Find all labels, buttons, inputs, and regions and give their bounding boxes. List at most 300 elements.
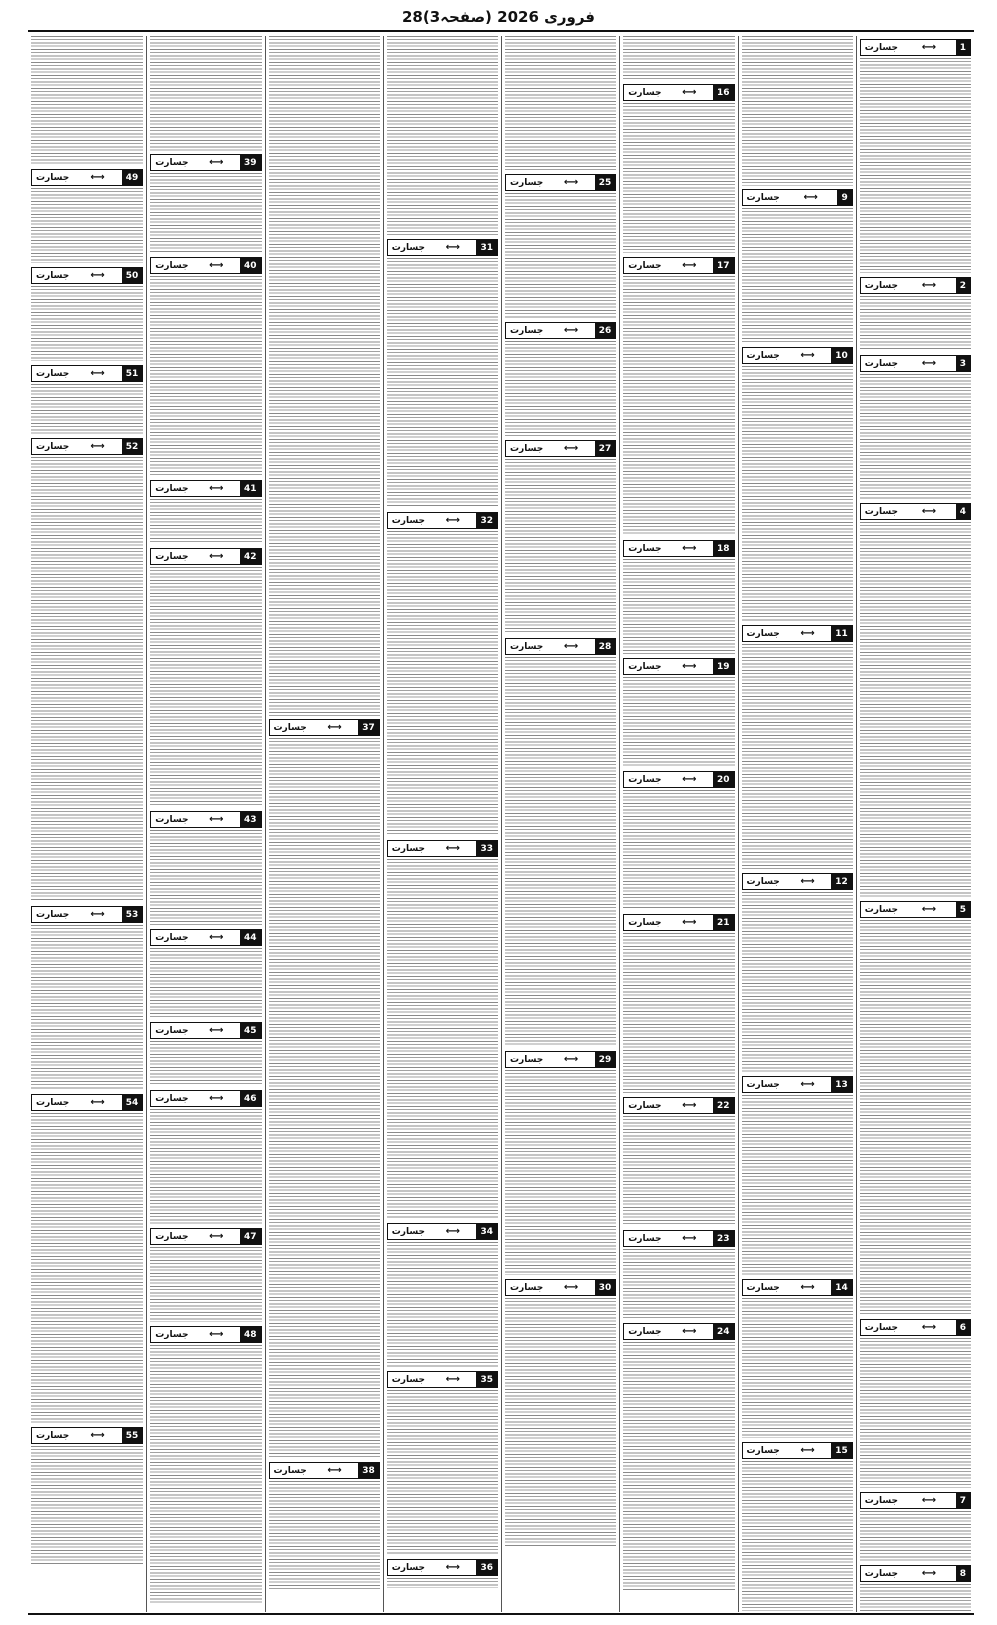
item-body bbox=[505, 459, 616, 634]
item-body bbox=[860, 296, 971, 351]
item-number: 7 bbox=[956, 1493, 970, 1508]
column-6 bbox=[265, 36, 383, 1612]
item-heading-bar bbox=[860, 503, 971, 520]
item-heading-bar bbox=[150, 1022, 261, 1039]
double-arrow-icon: ⟷ bbox=[921, 1495, 937, 1506]
news-item bbox=[860, 503, 971, 897]
item-number: 42 bbox=[240, 549, 261, 564]
item-number: 16 bbox=[713, 85, 734, 100]
item-number: 29 bbox=[595, 1052, 616, 1067]
news-item bbox=[742, 873, 853, 1072]
item-heading-bar bbox=[31, 1094, 143, 1111]
double-arrow-icon: ⟷ bbox=[90, 172, 105, 183]
news-item bbox=[150, 548, 261, 807]
item-label: جسارت bbox=[746, 350, 780, 361]
item-heading-bar bbox=[31, 267, 143, 284]
item-label: جسارت bbox=[155, 932, 189, 943]
item-label: جسارت bbox=[746, 1079, 780, 1090]
item-heading-bar bbox=[150, 548, 261, 565]
item-label: جسارت bbox=[391, 1374, 425, 1385]
item-number: 44 bbox=[240, 930, 261, 945]
item-heading-bar bbox=[742, 347, 853, 364]
item-number: 49 bbox=[122, 170, 143, 185]
double-arrow-icon: ⟷ bbox=[445, 843, 460, 854]
item-number: 25 bbox=[595, 175, 616, 190]
item-heading-bar bbox=[505, 440, 616, 457]
item-number: 10 bbox=[831, 348, 852, 363]
item-number: 31 bbox=[476, 240, 497, 255]
item-number: 54 bbox=[122, 1095, 143, 1110]
item-body bbox=[623, 677, 734, 767]
item-heading-bar bbox=[505, 1279, 616, 1296]
news-item bbox=[505, 322, 616, 436]
item-body bbox=[623, 1342, 734, 1592]
double-arrow-icon: ⟷ bbox=[209, 814, 224, 825]
item-label: جسارت bbox=[746, 1445, 780, 1456]
item-label: جسارت bbox=[628, 661, 662, 672]
news-item bbox=[860, 1319, 971, 1488]
news-item bbox=[150, 257, 261, 476]
item-heading-bar bbox=[860, 901, 971, 918]
item-body bbox=[387, 859, 498, 1219]
item-label: جسارت bbox=[36, 172, 70, 183]
double-arrow-icon: ⟷ bbox=[682, 543, 697, 554]
double-arrow-icon: ⟷ bbox=[90, 909, 105, 920]
item-body bbox=[860, 920, 971, 1315]
item-number: 55 bbox=[122, 1428, 143, 1443]
item-body bbox=[387, 531, 498, 836]
double-arrow-icon: ⟷ bbox=[563, 325, 579, 336]
news-item bbox=[150, 1228, 261, 1322]
item-number: 22 bbox=[713, 1098, 734, 1113]
item-heading-bar bbox=[623, 914, 734, 931]
item-label: جسارت bbox=[628, 917, 662, 928]
item-label: جسارت bbox=[628, 1233, 662, 1244]
item-heading-bar bbox=[387, 1371, 498, 1388]
item-body bbox=[387, 1242, 498, 1367]
news-item bbox=[742, 1442, 853, 1611]
news-item bbox=[623, 1097, 734, 1226]
item-label: جسارت bbox=[510, 1054, 544, 1065]
item-body bbox=[742, 366, 853, 621]
news-item bbox=[387, 512, 498, 836]
news-item bbox=[387, 1371, 498, 1555]
item-number: 20 bbox=[713, 772, 734, 787]
item-label: جسارت bbox=[628, 260, 662, 271]
columns bbox=[28, 36, 974, 1612]
news-item bbox=[860, 355, 971, 499]
item-number: 4 bbox=[956, 504, 970, 519]
item-body bbox=[860, 58, 971, 273]
double-arrow-icon: ⟷ bbox=[209, 1025, 224, 1036]
item-body bbox=[623, 103, 734, 253]
news-item bbox=[623, 1323, 734, 1592]
item-label: جسارت bbox=[155, 1231, 189, 1242]
news-item bbox=[860, 277, 971, 351]
item-number: 9 bbox=[837, 190, 851, 205]
news-item bbox=[387, 239, 498, 508]
item-heading-bar bbox=[387, 1223, 498, 1240]
item-label: جسارت bbox=[510, 443, 544, 454]
continued-text bbox=[387, 36, 498, 236]
double-arrow-icon: ⟷ bbox=[800, 628, 815, 639]
news-item bbox=[31, 438, 143, 902]
double-arrow-icon: ⟷ bbox=[682, 1233, 697, 1244]
item-label: جسارت bbox=[864, 506, 898, 517]
item-heading-bar bbox=[150, 811, 261, 828]
item-heading-bar bbox=[387, 239, 498, 256]
news-item bbox=[505, 1279, 616, 1548]
item-body bbox=[505, 193, 616, 318]
news-item bbox=[860, 901, 971, 1315]
item-label: جسارت bbox=[36, 909, 70, 920]
item-label: جسارت bbox=[746, 628, 780, 639]
item-body bbox=[150, 499, 261, 544]
item-heading-bar bbox=[150, 257, 261, 274]
item-body bbox=[505, 1070, 616, 1275]
double-arrow-icon: ⟷ bbox=[682, 917, 697, 928]
double-arrow-icon: ⟷ bbox=[800, 1079, 815, 1090]
item-body bbox=[150, 276, 261, 476]
item-heading-bar bbox=[150, 1228, 261, 1245]
item-label: جسارت bbox=[273, 1465, 307, 1476]
item-heading-bar bbox=[623, 771, 734, 788]
double-arrow-icon: ⟷ bbox=[921, 904, 937, 915]
news-item bbox=[623, 84, 734, 253]
item-body bbox=[623, 276, 734, 536]
double-arrow-icon: ⟷ bbox=[90, 368, 105, 379]
item-heading-bar bbox=[31, 438, 143, 455]
item-label: جسارت bbox=[864, 358, 898, 369]
item-label: جسارت bbox=[864, 42, 898, 53]
item-heading-bar bbox=[860, 1492, 971, 1509]
double-arrow-icon: ⟷ bbox=[209, 1093, 224, 1104]
item-number: 33 bbox=[476, 841, 497, 856]
double-arrow-icon: ⟷ bbox=[209, 260, 224, 271]
item-number: 21 bbox=[713, 915, 734, 930]
item-heading-bar bbox=[387, 512, 498, 529]
item-number: 34 bbox=[476, 1224, 497, 1239]
item-body bbox=[505, 1298, 616, 1548]
item-number: 35 bbox=[476, 1372, 497, 1387]
item-body bbox=[150, 1041, 261, 1086]
item-label: جسارت bbox=[864, 1495, 898, 1506]
item-heading-bar bbox=[742, 1076, 853, 1093]
item-heading-bar bbox=[623, 257, 734, 274]
double-arrow-icon: ⟷ bbox=[445, 242, 460, 253]
news-item bbox=[150, 1326, 261, 1605]
item-body bbox=[742, 892, 853, 1072]
continued-text bbox=[505, 36, 616, 171]
continued-text bbox=[150, 36, 261, 151]
item-body bbox=[150, 1247, 261, 1322]
news-item bbox=[269, 1462, 380, 1591]
item-label: جسارت bbox=[391, 843, 425, 854]
double-arrow-icon: ⟷ bbox=[921, 280, 937, 291]
double-arrow-icon: ⟷ bbox=[921, 506, 937, 517]
item-heading-bar bbox=[150, 1090, 261, 1107]
header-rule bbox=[28, 30, 974, 32]
item-body bbox=[505, 657, 616, 1047]
double-arrow-icon: ⟷ bbox=[563, 1282, 579, 1293]
double-arrow-icon: ⟷ bbox=[682, 1100, 697, 1111]
double-arrow-icon: ⟷ bbox=[800, 1282, 815, 1293]
item-number: 30 bbox=[595, 1280, 616, 1295]
item-body bbox=[505, 341, 616, 436]
item-label: جسارت bbox=[391, 242, 425, 253]
double-arrow-icon: ⟷ bbox=[327, 1465, 342, 1476]
item-body bbox=[387, 1390, 498, 1555]
item-heading-bar bbox=[742, 1442, 853, 1459]
double-arrow-icon: ⟷ bbox=[563, 641, 579, 652]
item-number: 8 bbox=[956, 1566, 970, 1581]
news-item bbox=[387, 840, 498, 1219]
item-heading-bar bbox=[31, 906, 143, 923]
double-arrow-icon: ⟷ bbox=[921, 42, 937, 53]
item-number: 17 bbox=[713, 258, 734, 273]
item-heading-bar bbox=[742, 873, 853, 890]
item-label: جسارت bbox=[36, 270, 70, 281]
item-label: جسارت bbox=[155, 1025, 189, 1036]
news-item bbox=[31, 1094, 143, 1423]
column-3 bbox=[619, 36, 737, 1612]
news-item bbox=[150, 1090, 261, 1224]
item-label: جسارت bbox=[155, 1093, 189, 1104]
item-heading-bar bbox=[269, 1462, 380, 1479]
item-heading-bar bbox=[623, 84, 734, 101]
item-number: 38 bbox=[358, 1463, 379, 1478]
double-arrow-icon: ⟷ bbox=[209, 1231, 224, 1242]
column-1 bbox=[856, 36, 974, 1612]
item-body bbox=[150, 1109, 261, 1224]
item-number: 50 bbox=[122, 268, 143, 283]
item-heading-bar bbox=[269, 719, 380, 736]
item-body bbox=[269, 738, 380, 1458]
item-label: جسارت bbox=[746, 876, 780, 887]
double-arrow-icon: ⟷ bbox=[682, 661, 697, 672]
item-number: 28 bbox=[595, 639, 616, 654]
item-label: جسارت bbox=[36, 441, 70, 452]
item-number: 46 bbox=[240, 1091, 261, 1106]
item-heading-bar bbox=[150, 154, 261, 171]
double-arrow-icon: ⟷ bbox=[90, 441, 105, 452]
item-number: 47 bbox=[240, 1229, 261, 1244]
item-heading-bar bbox=[150, 480, 261, 497]
double-arrow-icon: ⟷ bbox=[563, 443, 579, 454]
news-item bbox=[387, 1223, 498, 1367]
item-body bbox=[150, 948, 261, 1018]
item-body bbox=[31, 457, 143, 902]
column-5 bbox=[383, 36, 501, 1612]
news-item bbox=[742, 347, 853, 621]
item-number: 15 bbox=[831, 1443, 852, 1458]
news-item bbox=[505, 174, 616, 318]
item-heading-bar bbox=[860, 355, 971, 372]
item-number: 1 bbox=[956, 40, 970, 55]
item-heading-bar bbox=[623, 1230, 734, 1247]
item-number: 41 bbox=[240, 481, 261, 496]
news-item bbox=[742, 189, 853, 343]
item-heading-bar bbox=[623, 540, 734, 557]
item-heading-bar bbox=[742, 1279, 853, 1296]
item-body bbox=[742, 1095, 853, 1275]
news-item bbox=[860, 39, 971, 273]
double-arrow-icon: ⟷ bbox=[682, 1326, 697, 1337]
item-label: جسارت bbox=[155, 1329, 189, 1340]
double-arrow-icon: ⟷ bbox=[921, 1568, 937, 1579]
item-heading-bar bbox=[31, 365, 143, 382]
news-item bbox=[623, 914, 734, 1093]
item-body bbox=[742, 644, 853, 869]
item-heading-bar bbox=[860, 39, 971, 56]
item-number: 26 bbox=[595, 323, 616, 338]
news-item bbox=[742, 1076, 853, 1275]
double-arrow-icon: ⟷ bbox=[327, 722, 342, 733]
double-arrow-icon: ⟷ bbox=[800, 876, 815, 887]
item-heading-bar bbox=[387, 840, 498, 857]
item-heading-bar bbox=[150, 1326, 261, 1343]
news-item bbox=[31, 1427, 143, 1566]
item-label: جسارت bbox=[510, 1282, 544, 1293]
item-number: 52 bbox=[122, 439, 143, 454]
item-label: جسارت bbox=[510, 177, 544, 188]
item-body bbox=[742, 1298, 853, 1438]
item-body bbox=[269, 1481, 380, 1591]
news-item bbox=[150, 154, 261, 253]
continued-text bbox=[742, 36, 853, 186]
news-item bbox=[505, 440, 616, 634]
double-arrow-icon: ⟷ bbox=[682, 87, 697, 98]
double-arrow-icon: ⟷ bbox=[682, 260, 697, 271]
news-item bbox=[31, 906, 143, 1090]
news-item bbox=[623, 1230, 734, 1319]
item-body bbox=[31, 384, 143, 434]
item-body bbox=[150, 1345, 261, 1605]
news-item bbox=[150, 929, 261, 1018]
item-label: جسارت bbox=[864, 904, 898, 915]
item-label: جسارت bbox=[746, 192, 780, 203]
item-number: 45 bbox=[240, 1023, 261, 1038]
news-item bbox=[150, 811, 261, 925]
item-body bbox=[31, 188, 143, 263]
item-heading-bar bbox=[742, 189, 853, 206]
news-item bbox=[505, 1051, 616, 1275]
column-7 bbox=[146, 36, 264, 1612]
item-label: جسارت bbox=[155, 157, 189, 168]
item-label: جسارت bbox=[510, 641, 544, 652]
item-label: جسارت bbox=[155, 551, 189, 562]
double-arrow-icon: ⟷ bbox=[445, 1226, 460, 1237]
item-label: جسارت bbox=[628, 1100, 662, 1111]
news-item bbox=[860, 1565, 971, 1612]
item-heading-bar bbox=[505, 638, 616, 655]
item-label: جسارت bbox=[510, 325, 544, 336]
item-body bbox=[387, 1578, 498, 1588]
item-number: 3 bbox=[956, 356, 970, 371]
news-item bbox=[623, 771, 734, 910]
item-number: 36 bbox=[476, 1560, 497, 1575]
item-body bbox=[623, 1116, 734, 1226]
item-label: جسارت bbox=[155, 483, 189, 494]
item-body bbox=[150, 567, 261, 807]
item-heading-bar bbox=[31, 169, 143, 186]
item-heading-bar bbox=[505, 1051, 616, 1068]
page-date-header: 28فروری 2026 (صفحہ3) bbox=[402, 8, 595, 26]
item-label: جسارت bbox=[628, 1326, 662, 1337]
news-item bbox=[860, 1492, 971, 1561]
item-label: جسارت bbox=[628, 774, 662, 785]
item-number: 2 bbox=[956, 278, 970, 293]
double-arrow-icon: ⟷ bbox=[803, 192, 818, 203]
item-number: 51 bbox=[122, 366, 143, 381]
item-body bbox=[150, 173, 261, 253]
item-label: جسارت bbox=[391, 1562, 425, 1573]
news-item bbox=[150, 1022, 261, 1086]
news-item bbox=[623, 540, 734, 654]
item-label: جسارت bbox=[155, 260, 189, 271]
double-arrow-icon: ⟷ bbox=[563, 1054, 579, 1065]
item-label: جسارت bbox=[36, 1430, 70, 1441]
item-label: جسارت bbox=[391, 515, 425, 526]
double-arrow-icon: ⟷ bbox=[445, 515, 460, 526]
column-4 bbox=[501, 36, 619, 1612]
item-number: 48 bbox=[240, 1327, 261, 1342]
double-arrow-icon: ⟷ bbox=[90, 1430, 105, 1441]
item-number: 23 bbox=[713, 1231, 734, 1246]
news-item bbox=[742, 1279, 853, 1438]
double-arrow-icon: ⟷ bbox=[921, 358, 937, 369]
item-heading-bar bbox=[505, 174, 616, 191]
item-label: جسارت bbox=[155, 814, 189, 825]
item-body bbox=[623, 1249, 734, 1319]
item-body bbox=[860, 522, 971, 897]
double-arrow-icon: ⟷ bbox=[921, 1322, 937, 1333]
news-item bbox=[31, 267, 143, 361]
item-body bbox=[31, 286, 143, 361]
item-label: جسارت bbox=[36, 368, 70, 379]
item-number: 37 bbox=[358, 720, 379, 735]
item-body bbox=[742, 1461, 853, 1611]
continued-text bbox=[269, 36, 380, 716]
double-arrow-icon: ⟷ bbox=[209, 551, 224, 562]
item-number: 40 bbox=[240, 258, 261, 273]
item-body bbox=[623, 559, 734, 654]
item-label: جسارت bbox=[864, 1322, 898, 1333]
item-body bbox=[623, 933, 734, 1093]
item-number: 6 bbox=[956, 1320, 970, 1335]
item-number: 11 bbox=[831, 626, 852, 641]
news-item bbox=[742, 625, 853, 869]
double-arrow-icon: ⟷ bbox=[90, 270, 105, 281]
item-label: جسارت bbox=[273, 722, 307, 733]
item-heading-bar bbox=[387, 1559, 498, 1576]
double-arrow-icon: ⟷ bbox=[563, 177, 579, 188]
item-number: 39 bbox=[240, 155, 261, 170]
news-item bbox=[31, 169, 143, 263]
item-heading-bar bbox=[860, 1565, 971, 1582]
item-number: 43 bbox=[240, 812, 261, 827]
footer-rule bbox=[28, 1613, 974, 1615]
double-arrow-icon: ⟷ bbox=[800, 350, 815, 361]
item-body bbox=[623, 790, 734, 910]
continued-text bbox=[31, 36, 143, 166]
item-number: 27 bbox=[595, 441, 616, 456]
item-heading-bar bbox=[742, 625, 853, 642]
item-number: 14 bbox=[831, 1280, 852, 1295]
item-heading-bar bbox=[623, 658, 734, 675]
news-item bbox=[623, 658, 734, 767]
item-body bbox=[860, 374, 971, 499]
